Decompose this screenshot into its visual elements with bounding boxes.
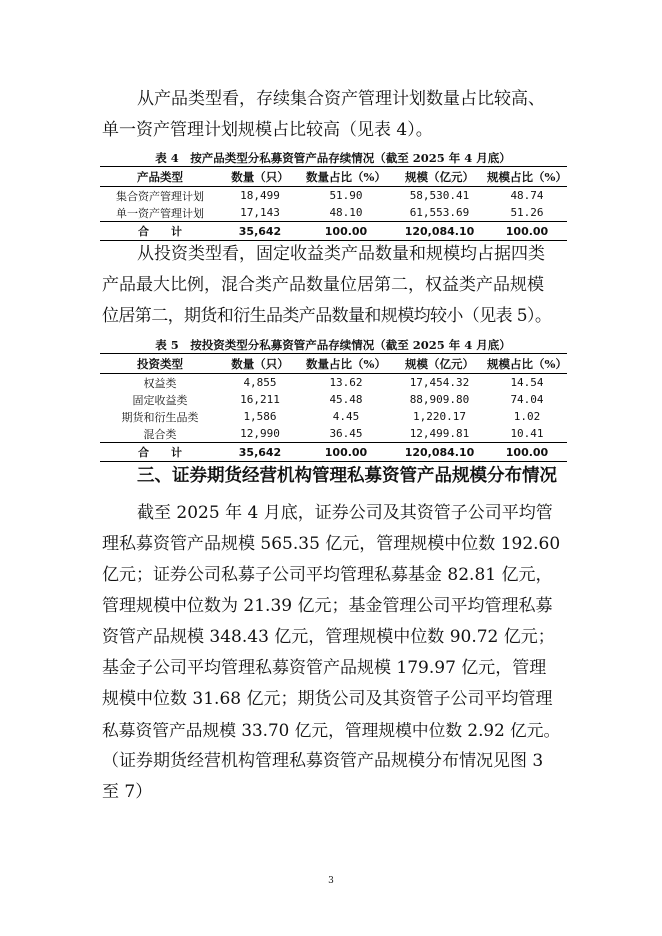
paragraph-line: 截至 2025 年 4 月底，证券公司及其资管子公司平均管	[137, 503, 553, 523]
table-cell: 18,499	[240, 189, 280, 202]
table-cell: 120,084.10	[392, 222, 487, 241]
table-row	[100, 391, 567, 408]
table-cell: 45.48	[329, 393, 363, 406]
column-header: 产品类型	[100, 167, 220, 187]
table-row	[100, 374, 567, 392]
table-cell: 35,642	[220, 443, 300, 462]
table-header-row	[100, 167, 567, 187]
table-cell: 权益类	[143, 376, 177, 390]
table-cell: 120,084.10	[392, 443, 487, 462]
column-header: 规模占比（%）	[487, 167, 567, 187]
page-number: 3	[328, 876, 334, 886]
table-cell: 单一资产管理计划	[116, 206, 204, 220]
paragraph-line: 理私募资管产品规模 565.35 亿元，管理规模中位数 192.60	[102, 534, 561, 554]
table-cell: 88,909.80	[409, 393, 470, 406]
column-header: 投资类型	[100, 354, 220, 374]
table-row	[100, 204, 567, 222]
table-cell: 58,530.41	[409, 189, 470, 202]
paragraph-line: 单一资产管理计划规模占比较高（见表 4）。	[102, 120, 433, 140]
table4-caption: 表 4 按产品类型分私募资管产品存续情况（截至 2025 年 4 月底）	[155, 151, 511, 165]
table-cell: 100.00	[300, 443, 392, 462]
table5	[100, 353, 567, 462]
table-cell: 100.00	[300, 222, 392, 241]
paragraph-line: 私募资管产品规模 33.70 亿元，管理规模中位数 2.92 亿元。	[102, 720, 561, 740]
table-total-row	[100, 443, 567, 462]
table-cell: 合 计	[100, 222, 220, 241]
column-header: 数量（只）	[220, 167, 300, 187]
table-cell: 固定收益类	[132, 393, 188, 407]
paragraph-product-type	[102, 84, 564, 146]
table-cell: 17,143	[240, 206, 280, 219]
table5-caption: 表 5 按投资类型分私募资管产品存续情况（截至 2025 年 4 月底）	[155, 338, 511, 352]
paragraph-scale-distribution	[102, 498, 564, 808]
paragraph-line: 产品最大比例，混合类产品数量位居第二，权益类产品规模	[102, 275, 544, 295]
paragraph-line: 资管产品规模 348.43 亿元，管理规模中位数 90.72 亿元；	[102, 627, 555, 647]
paragraph-line: 管理规模中位数为 21.39 亿元；基金管理公司平均管理私募	[102, 596, 553, 616]
table-row	[100, 425, 567, 443]
table-cell: 期货和衍生品类	[121, 410, 199, 424]
table-cell: 17,454.32	[409, 376, 470, 389]
table-cell: 36.45	[329, 427, 363, 440]
table-cell: 100.00	[487, 443, 567, 462]
column-header: 数量占比（%）	[300, 354, 392, 374]
table-cell: 1.02	[513, 410, 541, 423]
table-cell: 35,642	[220, 222, 300, 241]
column-header: 规模（亿元）	[392, 354, 487, 374]
table-row	[100, 408, 567, 425]
paragraph-line: （证券期货经营机构管理私募资管产品规模分布情况见图 3	[102, 751, 544, 771]
table-row	[100, 187, 567, 205]
paragraph-line: 至 7）	[102, 782, 153, 802]
table-cell: 12,499.81	[409, 427, 470, 440]
table-cell: 74.04	[510, 393, 544, 406]
table-cell: 10.41	[510, 427, 544, 440]
table-cell: 13.62	[329, 376, 363, 389]
table-cell: 61,553.69	[409, 206, 470, 219]
table-cell: 集合资产管理计划	[116, 189, 204, 203]
table-cell: 14.54	[510, 376, 544, 389]
table-cell: 16,211	[240, 393, 280, 406]
table-cell: 48.10	[329, 206, 363, 219]
table-cell: 100.00	[487, 222, 567, 241]
table-header-row	[100, 354, 567, 374]
table-total-row	[100, 222, 567, 241]
paragraph-line: 规模中位数 31.68 亿元；期货公司及其资管子公司平均管理	[102, 689, 553, 709]
section-heading: 三、证券期货经营机构管理私募资管产品规模分布情况	[137, 466, 557, 486]
table4	[100, 166, 567, 241]
table-cell: 51.90	[329, 189, 363, 202]
paragraph-line: 从投资类型看，固定收益类产品数量和规模均占据四类	[137, 244, 545, 264]
paragraph-line: 位居第二，期货和衍生品类产品数量和规模均较小（见表 5）。	[102, 306, 552, 326]
column-header: 数量（只）	[220, 354, 300, 374]
table-cell: 合 计	[100, 443, 220, 462]
paragraph-line: 从产品类型看，存续集合资产管理计划数量占比较高、	[137, 89, 545, 109]
column-header: 规模占比（%）	[487, 354, 567, 374]
table-cell: 51.26	[510, 206, 544, 219]
paragraph-investment-type	[102, 239, 564, 332]
paragraph-line: 基金子公司平均管理私募资管产品规模 179.97 亿元，管理	[102, 658, 547, 678]
table-cell: 混合类	[143, 427, 177, 441]
column-header: 数量占比（%）	[300, 167, 392, 187]
table-cell: 48.74	[510, 189, 544, 202]
table-cell: 4.45	[332, 410, 360, 423]
table-cell: 1,586	[243, 410, 277, 423]
column-header: 规模（亿元）	[392, 167, 487, 187]
table-cell: 12,990	[240, 427, 280, 440]
paragraph-line: 亿元；证券公司私募子公司平均管理私募基金 82.81 亿元，	[102, 565, 553, 585]
table-cell: 4,855	[243, 376, 277, 389]
table-cell: 1,220.17	[413, 410, 466, 423]
